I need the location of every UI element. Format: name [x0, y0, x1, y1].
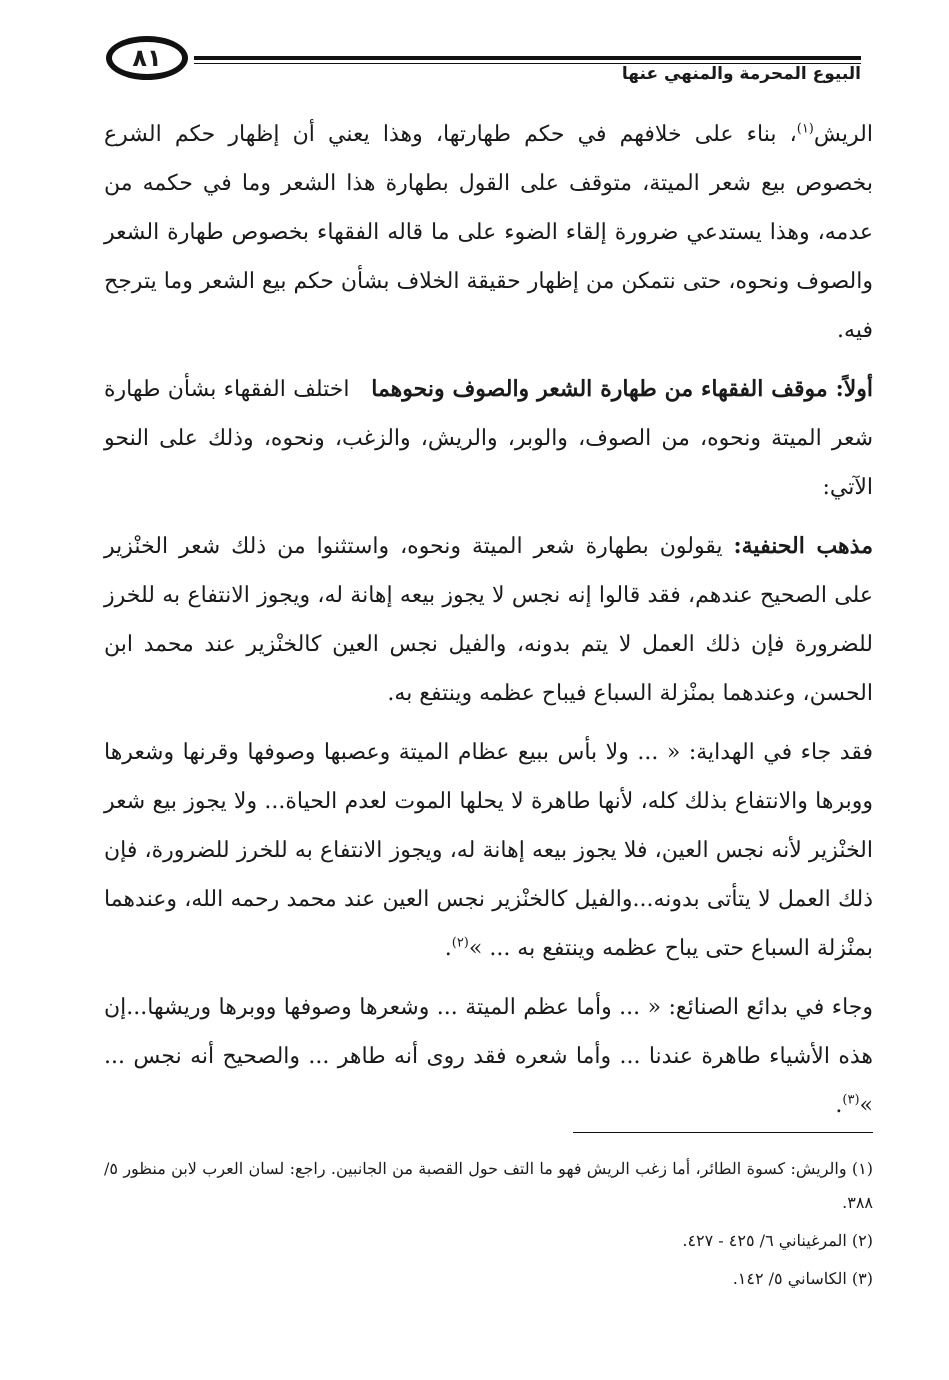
- paragraph-intro-text: ، بناء على خلافهم في حكم طهارتها، وهذا يعني أن إظهار حكم الشرع بخصوص بيع شعر الميتة، متوقف على القول بطهارة هذا الشعر وما في حكمه من عدمه، وهذا يستدعي ضرورة إلقاء الضوء على ما قاله الفقهاء بخصوص طهارة الشعر والصوف ونحوه، حتى نتمكن من إظهار حقيقة الخلاف بشأن حكم بيع الشعر وما يترجح فيه.: [104, 122, 873, 343]
- paragraph-hanafi: [104, 522, 873, 718]
- footnote-ref-2: (٢): [451, 935, 469, 951]
- hidaya-quote-end: .: [444, 936, 452, 961]
- badai-quote-text: وجاء في بدائع الصنائع: « ... وأما عظم الميتة ... وشعرها وصوفها ووبرها وريشها...إن هذه الأشياء طاهرة عندنا ... وأما شعره فقد روى أنه طاهر ... والصحيح أنه نجس ... »: [104, 995, 873, 1118]
- footnote-ref-1: (١): [796, 121, 814, 137]
- running-title: البيوع المحرمة والمنهي عنها: [621, 64, 861, 84]
- section-heading: أولاً: موقف الفقهاء من طهارة الشعر والصوف ونحوهما: [371, 376, 873, 402]
- hanafi-heading: مذهب الحنفية:: [733, 533, 873, 559]
- footnote-2: (٢) المرغيناني ٦/ ٤٢٥ - ٤٢٧.: [682, 1231, 873, 1250]
- paragraph-badai-quote: [104, 983, 873, 1130]
- paragraph-section-one: [104, 365, 873, 512]
- hidaya-quote-text: فقد جاء في الهداية: « ... ولا بأس ببيع عظام الميتة وعصبها وصوفها وقرنها وشعرها ووبرها والانتفاع بذلك كله، لأنها طاهرة لا يحلها الموت لعدم الحياة... ولا يجوز بيع شعر الخنْزير لأنه نجس العين، فلا يجوز بيعه إهانة له، ويجوز الانتفاع به للخرز للضرورة، فإن ذلك العمل لا يتأتى بدونه...والفيل كالخنْزير نجس العين عند محمد رحمه الله، وعندهما بمنْزلة السباع حتى يباح عظمه وينتفع به ... »: [104, 740, 873, 961]
- footnotes: [104, 1152, 873, 1300]
- header-rule-thick: [194, 56, 861, 60]
- page-header: [98, 30, 861, 90]
- footnote-separator: [573, 1132, 873, 1133]
- footnote-ref-3: (٣): [842, 1092, 860, 1108]
- page-number-badge: ٨١: [106, 36, 188, 80]
- body-text: [104, 110, 873, 1140]
- badai-quote-end: .: [835, 1093, 843, 1118]
- paragraph-intro: [104, 110, 873, 355]
- hanafi-text: يقولون بطهارة شعر الميتة ونحوه، واستثنوا من ذلك شعر الخنْزير على الصحيح عندهم، فقد قالوا إنه نجس لا يجوز بيعه إهانة له، ويجوز الانتفاع به للخرز للضرورة فإن ذلك العمل لا يتم بدونه، والفيل نجس العين كالخنْزير عند محمد ابن الحسن، وعندهما بمنْزلة السباع فيباح عظمه وينتفع به.: [104, 534, 873, 706]
- footnote-1: (١) والريش: كسوة الطائر، أما زغب الريش فهو ما التف حول القصبة من الجانبين. راجع: لسان العرب لابن منظور ٥/ ٣٨٨.: [104, 1159, 873, 1212]
- paragraph-hidaya-quote: [104, 728, 873, 973]
- paragraph-intro-start: الريش: [813, 122, 873, 147]
- section-text: اختلف الفقهاء بشأن طهارة شعر الميتة ونحوه، من الصوف، والوبر، والريش، والزغب، ونحوه، وذلك على النحو الآتي:: [104, 377, 873, 500]
- footnote-3: (٣) الكاساني ٥/ ١٤٢.: [732, 1269, 873, 1288]
